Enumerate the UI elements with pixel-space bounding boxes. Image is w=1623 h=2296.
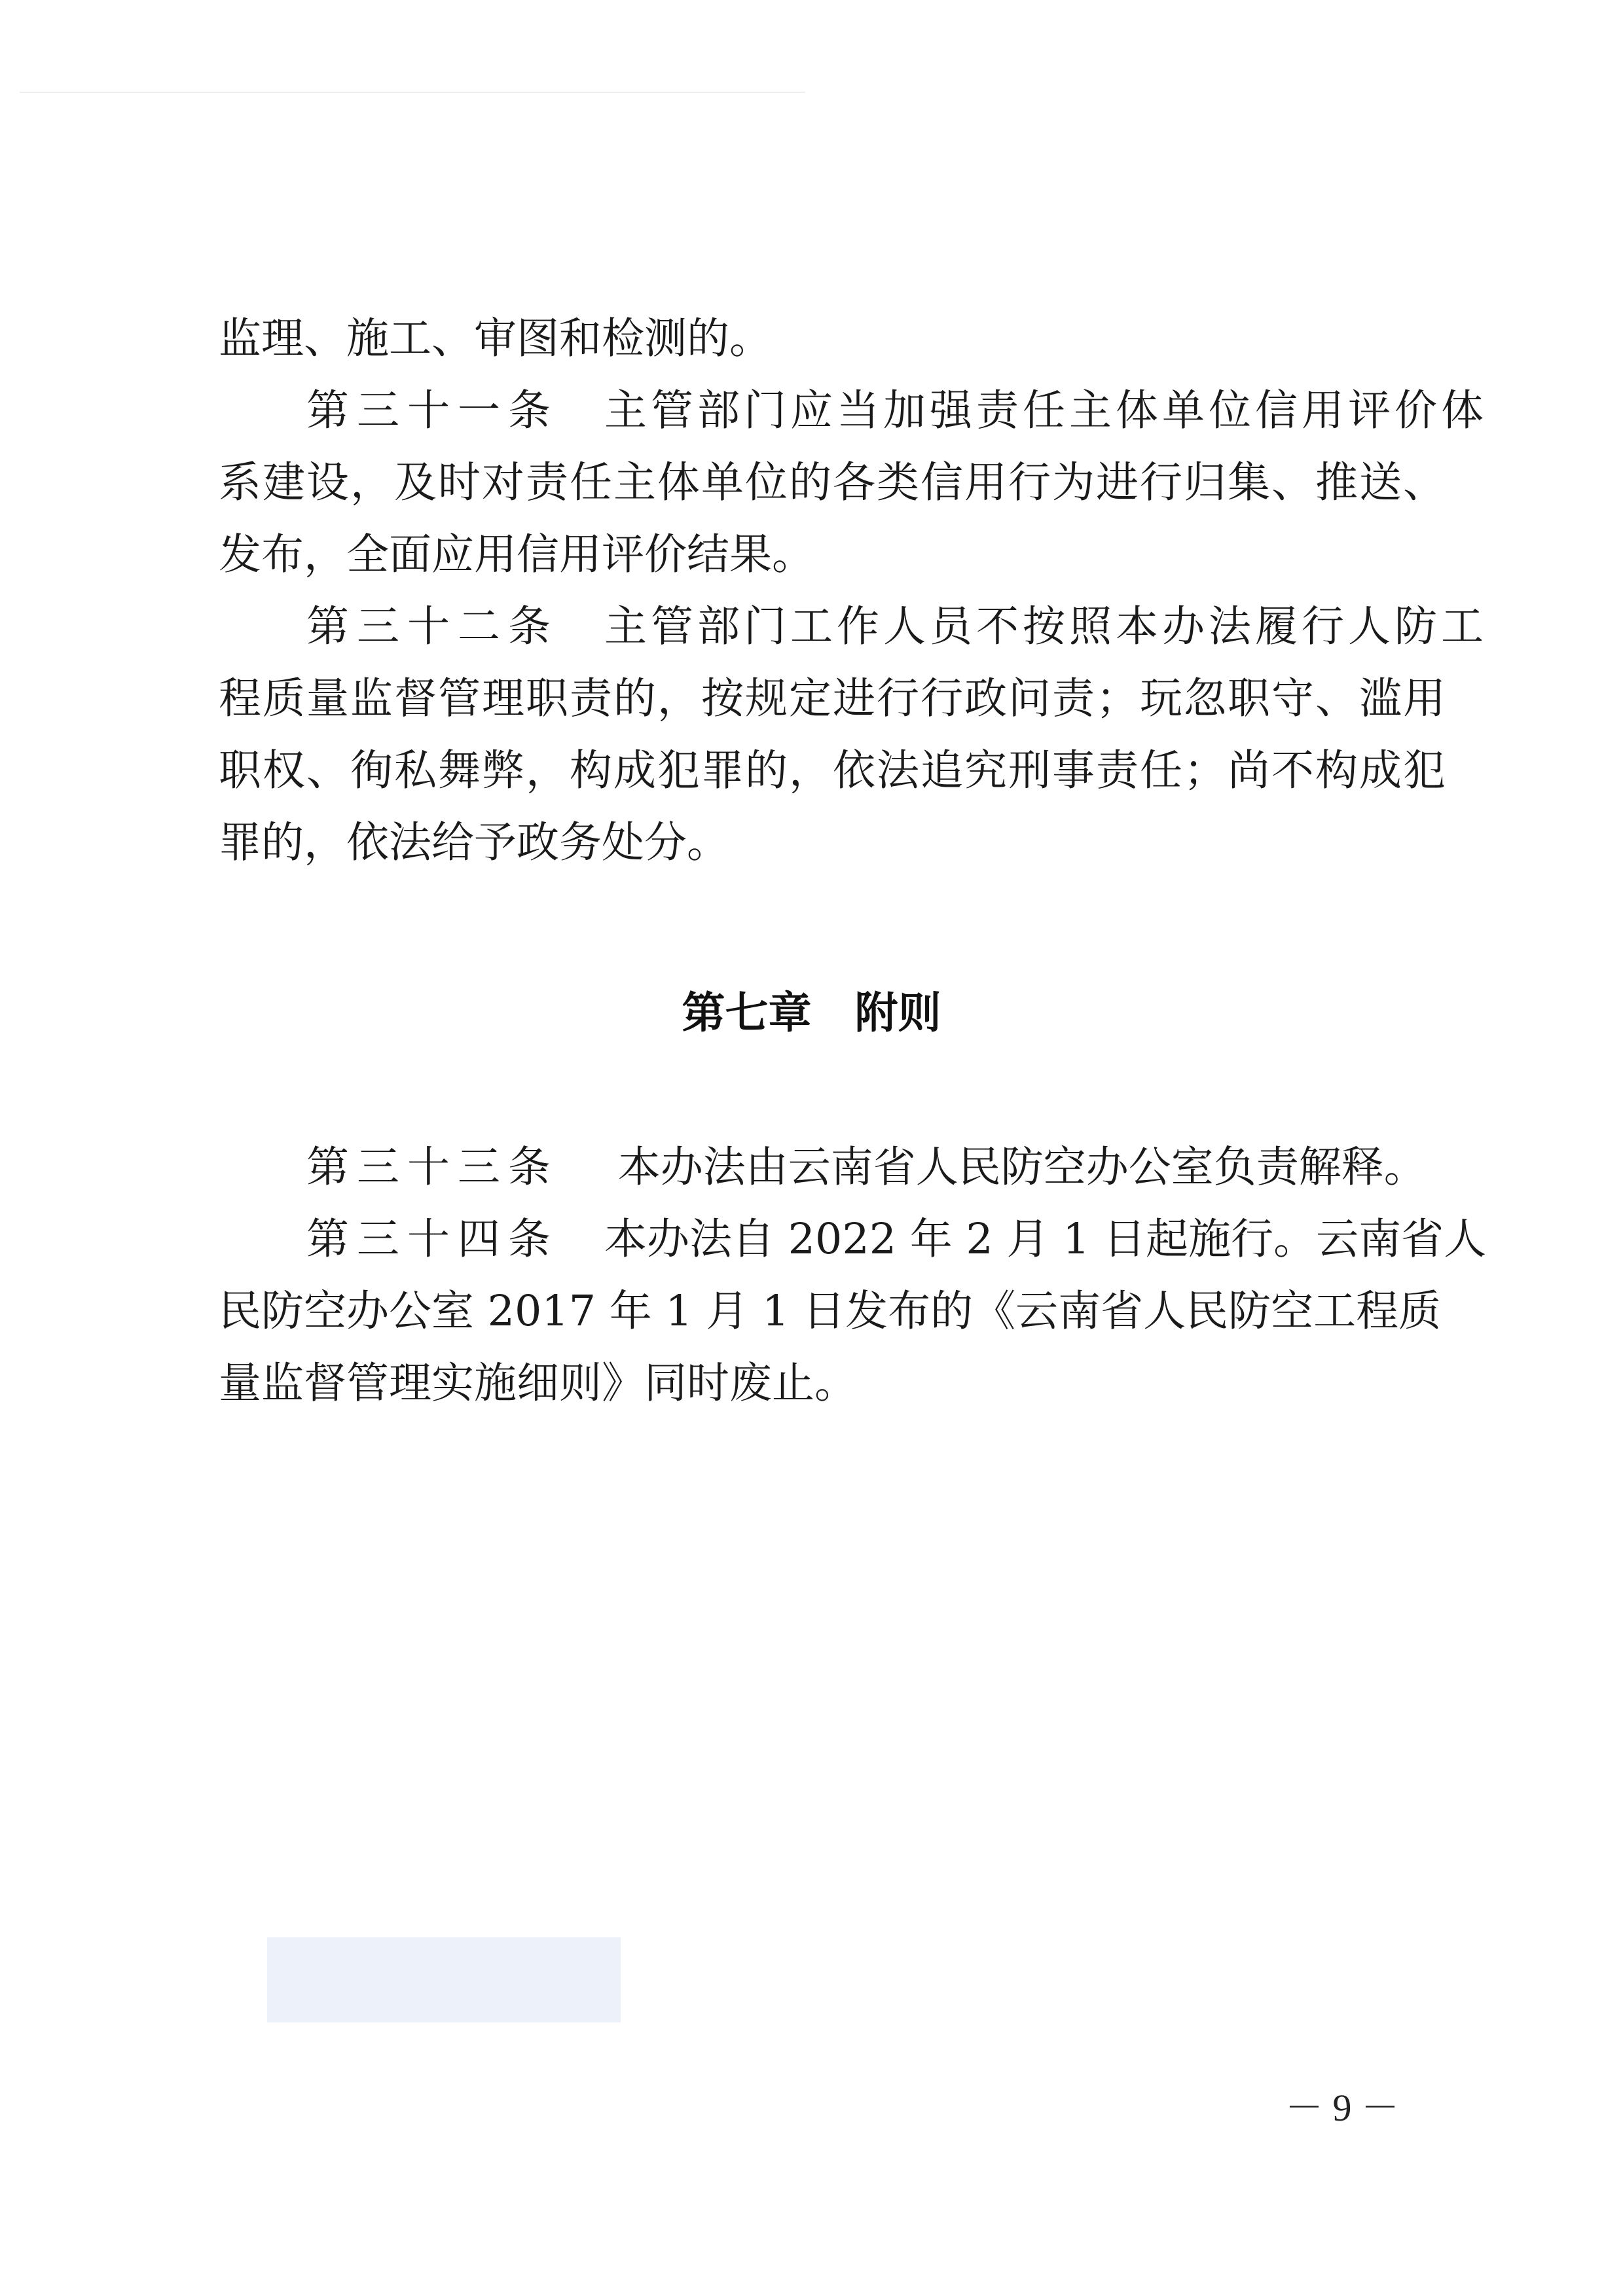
article-label: 第三十四条 (306, 1215, 559, 1264)
article-31-line-3 (219, 529, 1436, 581)
article-33-first-line (306, 1141, 1436, 1194)
article-label: 第三十二条 (306, 602, 559, 651)
article-text: 罪的，依法给予政务处分。 (219, 818, 730, 867)
article-31-line-2 (219, 457, 1448, 509)
article-34-line-3 (219, 1357, 1436, 1410)
article-34-line-2 (219, 1285, 1442, 1338)
article-32-first-line (306, 601, 1488, 653)
article-label: 第三十三条 (306, 1143, 559, 1192)
chapter-heading: 第七章 附则 (682, 988, 941, 1038)
article-32-line-3 (219, 745, 1448, 797)
article-text: 职权、徇私舞弊，构成犯罪的，依法追究刑事责任；尚不构成犯 (219, 746, 1448, 795)
article-text: 系建设，及时对责任主体单位的各类信用行为进行归集、推送、 (219, 458, 1448, 507)
text-line-1 (219, 313, 1436, 365)
article-text: 主管部门工作人员不按照本办法履行人防工 (604, 602, 1488, 651)
paragraph-text: 监理、施工、审图和检测的。 (219, 314, 773, 363)
article-text: 民防空办公室 2017 年 1 月 1 日发布的《云南省人民防空工程质 (219, 1287, 1442, 1336)
article-text: 本办法自 2022 年 2 月 1 日起施行。云南省人 (604, 1215, 1487, 1264)
article-text: 程质量监督管理职责的，按规定进行行政问责；玩忽职守、滥用 (219, 674, 1448, 723)
article-32-line-2 (219, 673, 1448, 725)
article-text: 量监督管理实施细则》同时废止。 (219, 1359, 858, 1408)
article-text: 本办法由云南省人民防空办公室负责解释。 (617, 1143, 1427, 1192)
article-31-first-line (306, 385, 1488, 437)
page-number: － 9 － (1285, 2087, 1399, 2129)
article-text: 发布，全面应用信用评价结果。 (219, 530, 815, 579)
article-text: 主管部门应当加强责任主体单位信用评价体 (604, 386, 1488, 435)
scan-line-top (20, 92, 805, 93)
article-32-line-4 (219, 817, 1436, 869)
faint-stamp-mark (267, 1937, 621, 2022)
article-label: 第三十一条 (306, 386, 559, 435)
article-34-first-line (306, 1213, 1487, 1266)
